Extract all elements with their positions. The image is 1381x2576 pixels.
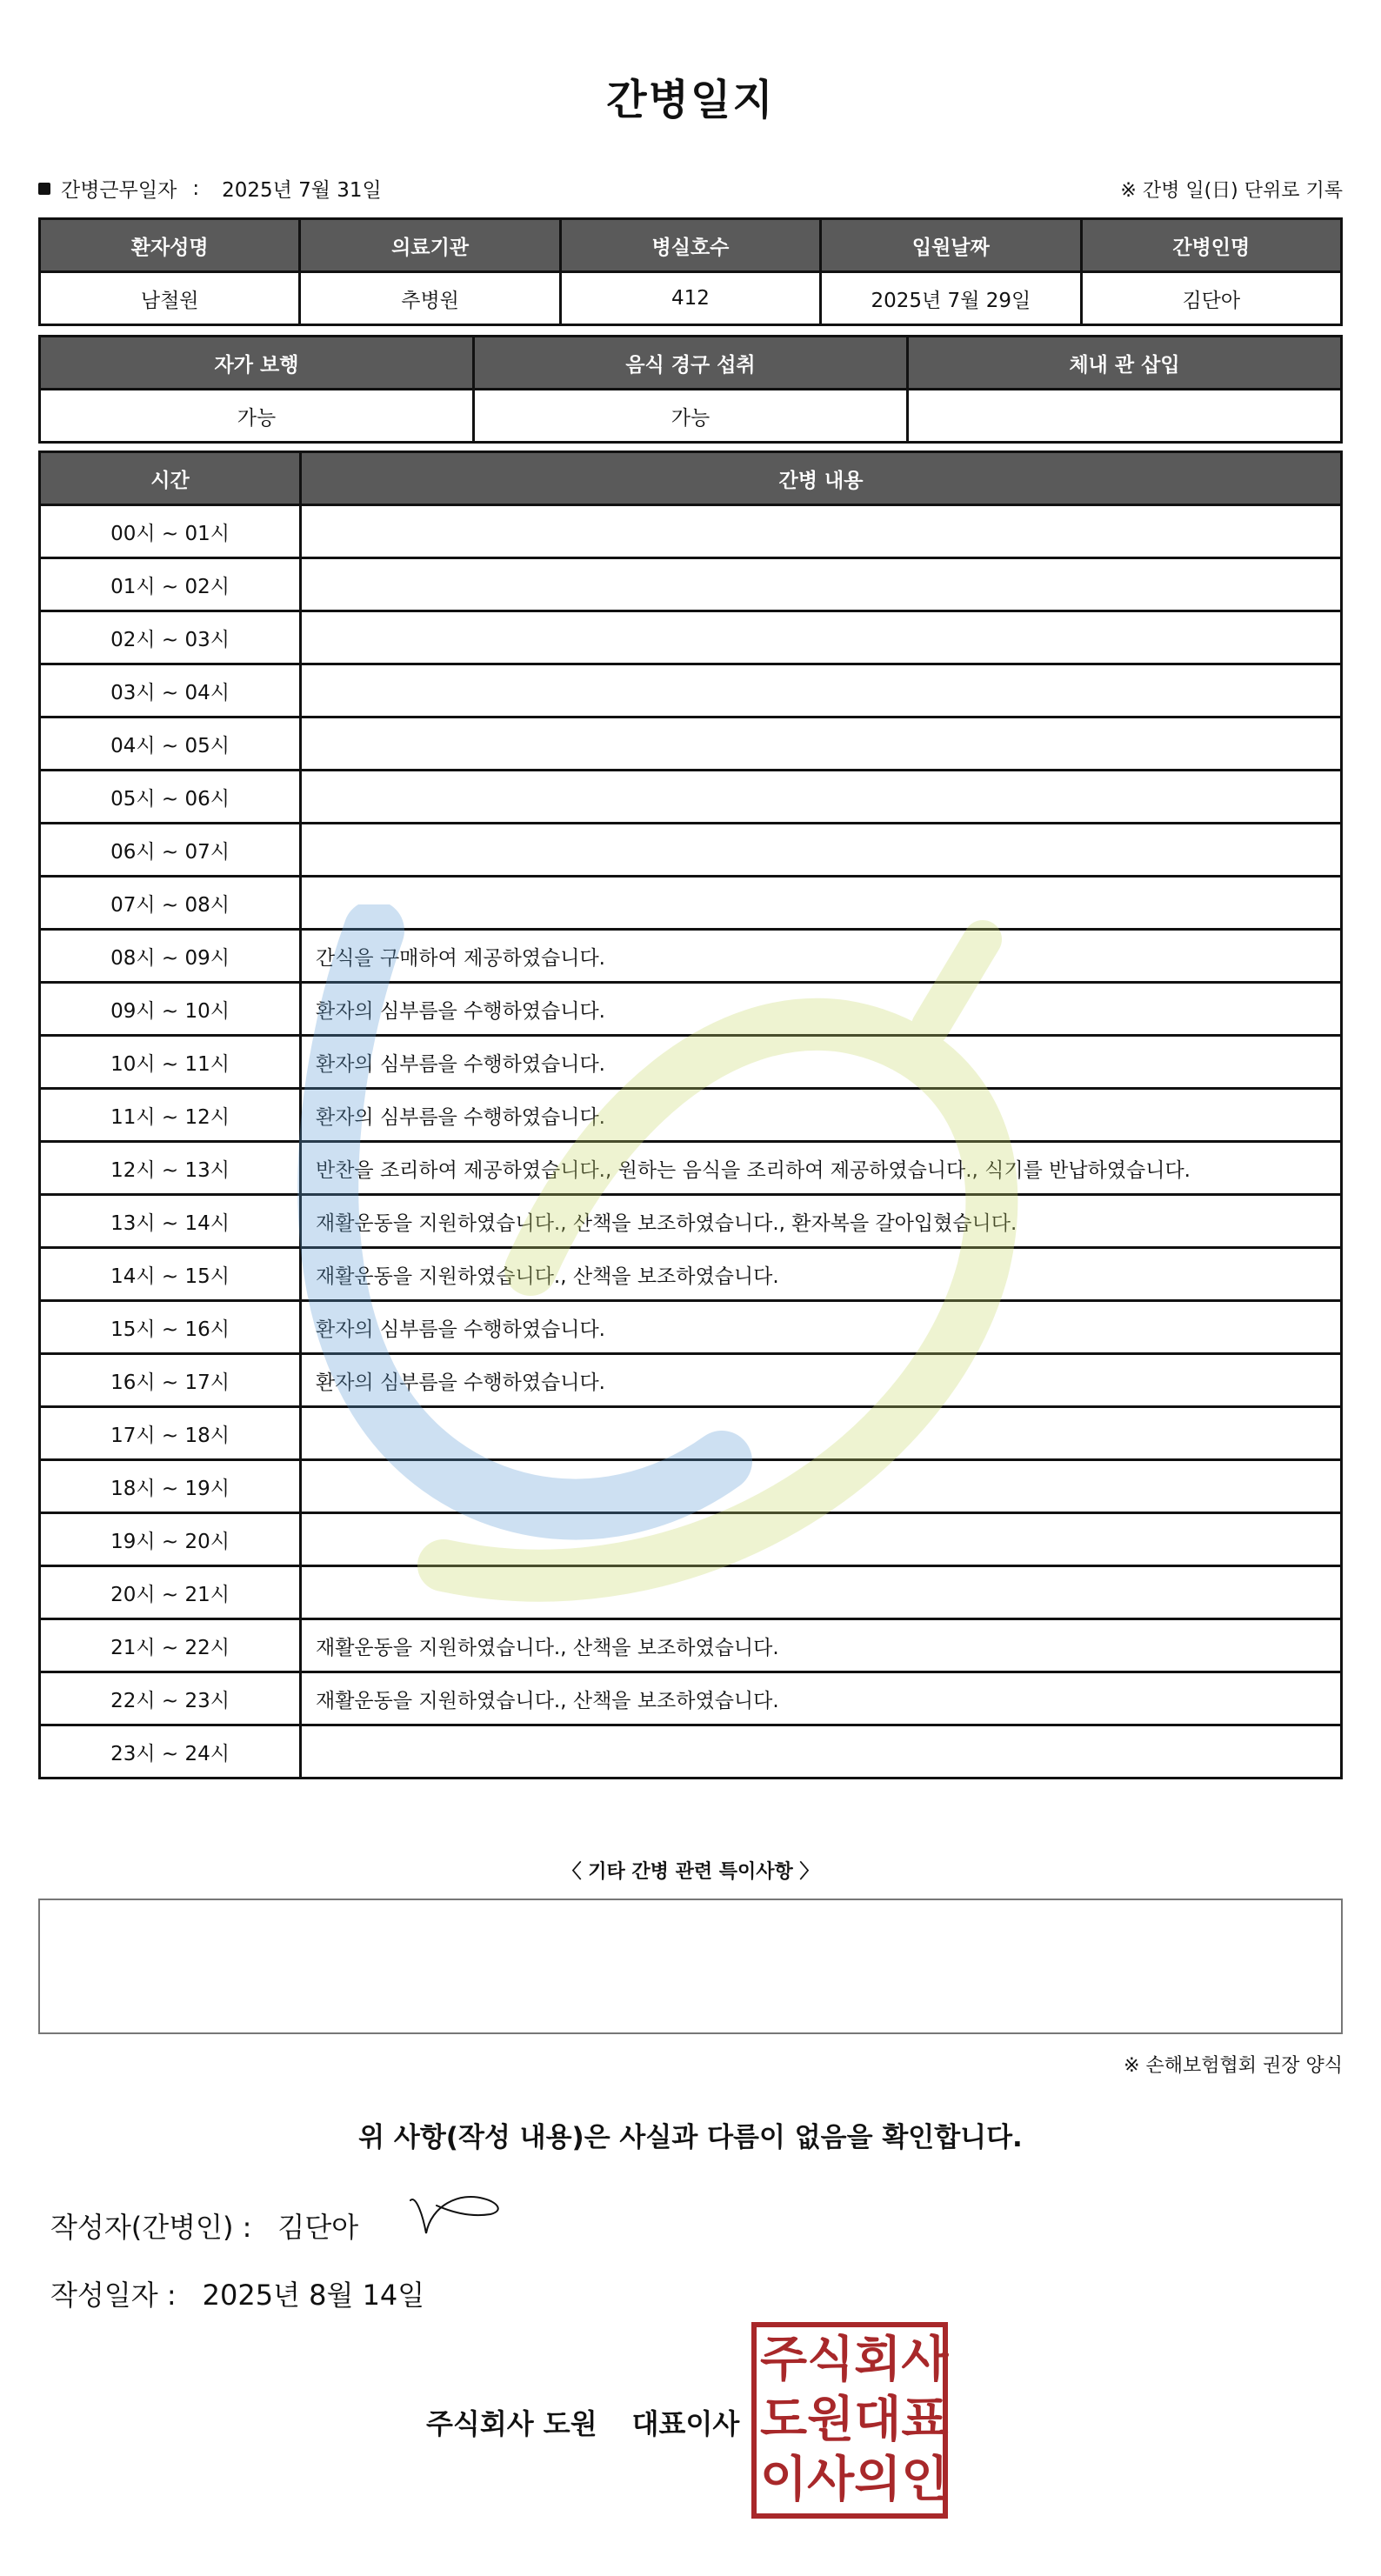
room-number: 412	[560, 272, 820, 325]
company-name: 주식회사 도원	[426, 2407, 597, 2440]
care-content	[301, 1460, 1342, 1513]
remarks-title: 〈 기타 간병 관련 특이사항 〉	[562, 1861, 819, 1883]
seal-character: 이	[760, 2451, 808, 2508]
table-row	[40, 611, 1342, 664]
care-content	[301, 505, 1342, 558]
header-patient-name: 환자성명	[40, 219, 300, 272]
oral-intake: 가능	[474, 390, 908, 443]
table-row	[40, 1089, 1342, 1142]
written-date-row	[50, 2273, 424, 2313]
time-slot: 01시 ~ 02시	[40, 558, 301, 611]
header-self-walking: 자가 보행	[40, 337, 474, 390]
seal-character: 원	[807, 2391, 855, 2448]
table-row	[40, 1619, 1342, 1672]
care-content: 재활운동을 지원하였습니다., 산책을 보조하였습니다., 환자복을 갈아입혔습니다.	[301, 1195, 1342, 1248]
care-content	[301, 824, 1342, 877]
work-date	[38, 174, 382, 203]
time-slot: 06시 ~ 07시	[40, 824, 301, 877]
table-row	[40, 558, 1342, 611]
time-slot: 20시 ~ 21시	[40, 1566, 301, 1619]
remarks-box	[38, 1899, 1343, 2034]
work-date-colon: :	[192, 177, 200, 200]
time-slot: 21시 ~ 22시	[40, 1619, 301, 1672]
care-content	[301, 1725, 1342, 1779]
care-content: 환자의 심부름을 수행하였습니다.	[301, 1089, 1342, 1142]
care-content: 환자의 심부름을 수행하였습니다.	[301, 983, 1342, 1036]
table-row	[40, 664, 1342, 717]
seal-character: 인	[901, 2451, 949, 2508]
header-oral-intake: 음식 경구 섭취	[474, 337, 908, 390]
time-slot: 23시 ~ 24시	[40, 1725, 301, 1779]
time-slot: 07시 ~ 08시	[40, 877, 301, 930]
time-slot: 13시 ~ 14시	[40, 1195, 301, 1248]
header-tube-insertion: 체내 관 삽입	[908, 337, 1342, 390]
unit-note: ※ 간병 일(日) 단위로 기록	[1120, 180, 1343, 202]
time-slot: 02시 ~ 03시	[40, 611, 301, 664]
table-row	[40, 983, 1342, 1036]
company-seal-icon	[751, 2322, 948, 2519]
written-date-label: 작성일자 :	[50, 2279, 177, 2312]
care-content: 반찬을 조리하여 제공하였습니다., 원하는 음식을 조리하여 제공하였습니다., 식기를 반납하였습니다.	[301, 1142, 1342, 1195]
time-slot: 14시 ~ 15시	[40, 1248, 301, 1301]
seal-character: 도	[760, 2391, 808, 2448]
seal-character: 사	[807, 2451, 855, 2508]
patient-info-table	[38, 217, 1343, 326]
patient-name: 남철원	[40, 272, 300, 325]
self-walking: 가능	[40, 390, 474, 443]
time-slot: 11시 ~ 12시	[40, 1089, 301, 1142]
care-content	[301, 771, 1342, 824]
care-content	[301, 1407, 1342, 1460]
care-content: 재활운동을 지원하였습니다., 산책을 보조하였습니다.	[301, 1248, 1342, 1301]
care-content	[301, 611, 1342, 664]
time-slot: 15시 ~ 16시	[40, 1301, 301, 1354]
table-row	[40, 717, 1342, 771]
care-content	[301, 1513, 1342, 1566]
writer-label: 작성자(간병인) :	[50, 2211, 252, 2244]
seal-character: 사	[901, 2332, 949, 2389]
patient-status-table	[38, 335, 1343, 444]
document-title: 간병일지	[606, 76, 775, 124]
table-row	[40, 1513, 1342, 1566]
header-hospital: 의료기관	[300, 219, 560, 272]
seal-character: 표	[901, 2391, 949, 2448]
header-room-number: 병실호수	[560, 219, 820, 272]
time-slot: 19시 ~ 20시	[40, 1513, 301, 1566]
seal-character: 회	[854, 2332, 902, 2389]
table-row	[40, 1036, 1342, 1089]
header-care-content: 간병 내용	[301, 452, 1342, 505]
caregiver-name: 김단아	[1081, 272, 1341, 325]
table-row	[40, 1142, 1342, 1195]
time-slot: 08시 ~ 09시	[40, 930, 301, 983]
time-slot: 09시 ~ 10시	[40, 983, 301, 1036]
care-log-table	[38, 450, 1343, 1779]
table-row	[40, 1301, 1342, 1354]
care-content: 환자의 심부름을 수행하였습니다.	[301, 1301, 1342, 1354]
time-slot: 03시 ~ 04시	[40, 664, 301, 717]
care-content: 재활운동을 지원하였습니다., 산책을 보조하였습니다.	[301, 1672, 1342, 1725]
table-row	[40, 1460, 1342, 1513]
table-row	[40, 1195, 1342, 1248]
table-row	[40, 1354, 1342, 1407]
table-row	[40, 771, 1342, 824]
care-content	[301, 717, 1342, 771]
seal-character: 의	[854, 2451, 902, 2508]
table-row	[40, 1248, 1342, 1301]
seal-character: 주	[760, 2332, 808, 2389]
company-representative: 대표이사	[631, 2407, 740, 2440]
header-caregiver-name: 간병인명	[1081, 219, 1341, 272]
work-date-value: 2025년 7월 31일	[222, 179, 382, 202]
confirmation-statement: 위 사항(작성 내용)은 사실과 다름이 없음을 확인합니다.	[358, 2122, 1023, 2153]
time-slot: 17시 ~ 18시	[40, 1407, 301, 1460]
table-row	[40, 824, 1342, 877]
hospital: 추병원	[300, 272, 560, 325]
seal-character: 식	[807, 2332, 855, 2389]
table-row	[40, 1407, 1342, 1460]
time-slot: 10시 ~ 11시	[40, 1036, 301, 1089]
time-slot: 04시 ~ 05시	[40, 717, 301, 771]
care-content: 환자의 심부름을 수행하였습니다.	[301, 1036, 1342, 1089]
work-date-label: 간병근무일자	[61, 179, 177, 202]
care-content	[301, 558, 1342, 611]
header-admission-date: 입원날짜	[821, 219, 1081, 272]
time-slot: 16시 ~ 17시	[40, 1354, 301, 1407]
writer-name: 김단아	[277, 2211, 359, 2244]
care-content	[301, 664, 1342, 717]
writer-row	[50, 2206, 358, 2246]
meta-row	[38, 174, 1343, 205]
tube-insertion	[908, 390, 1342, 443]
time-slot: 18시 ~ 19시	[40, 1460, 301, 1513]
signature-icon	[407, 2188, 511, 2240]
care-content: 재활운동을 지원하였습니다., 산책을 보조하였습니다.	[301, 1619, 1342, 1672]
form-note: ※ 손해보험협회 권장 양식	[1124, 2055, 1343, 2077]
care-content: 간식을 구매하여 제공하였습니다.	[301, 930, 1342, 983]
admission-date: 2025년 7월 29일	[821, 272, 1081, 325]
time-slot: 00시 ~ 01시	[40, 505, 301, 558]
table-row	[40, 1566, 1342, 1619]
table-row	[40, 1672, 1342, 1725]
care-content: 환자의 심부름을 수행하였습니다.	[301, 1354, 1342, 1407]
written-date-value: 2025년 8월 14일	[202, 2279, 425, 2312]
care-content	[301, 1566, 1342, 1619]
table-row	[40, 877, 1342, 930]
bullet-square-icon	[38, 183, 50, 195]
time-slot: 05시 ~ 06시	[40, 771, 301, 824]
company-row	[426, 2402, 739, 2442]
seal-character: 대	[854, 2391, 902, 2448]
table-row	[40, 505, 1342, 558]
time-slot: 12시 ~ 13시	[40, 1142, 301, 1195]
table-row	[40, 1725, 1342, 1779]
header-time: 시간	[40, 452, 301, 505]
table-row	[40, 930, 1342, 983]
care-content	[301, 877, 1342, 930]
time-slot: 22시 ~ 23시	[40, 1672, 301, 1725]
